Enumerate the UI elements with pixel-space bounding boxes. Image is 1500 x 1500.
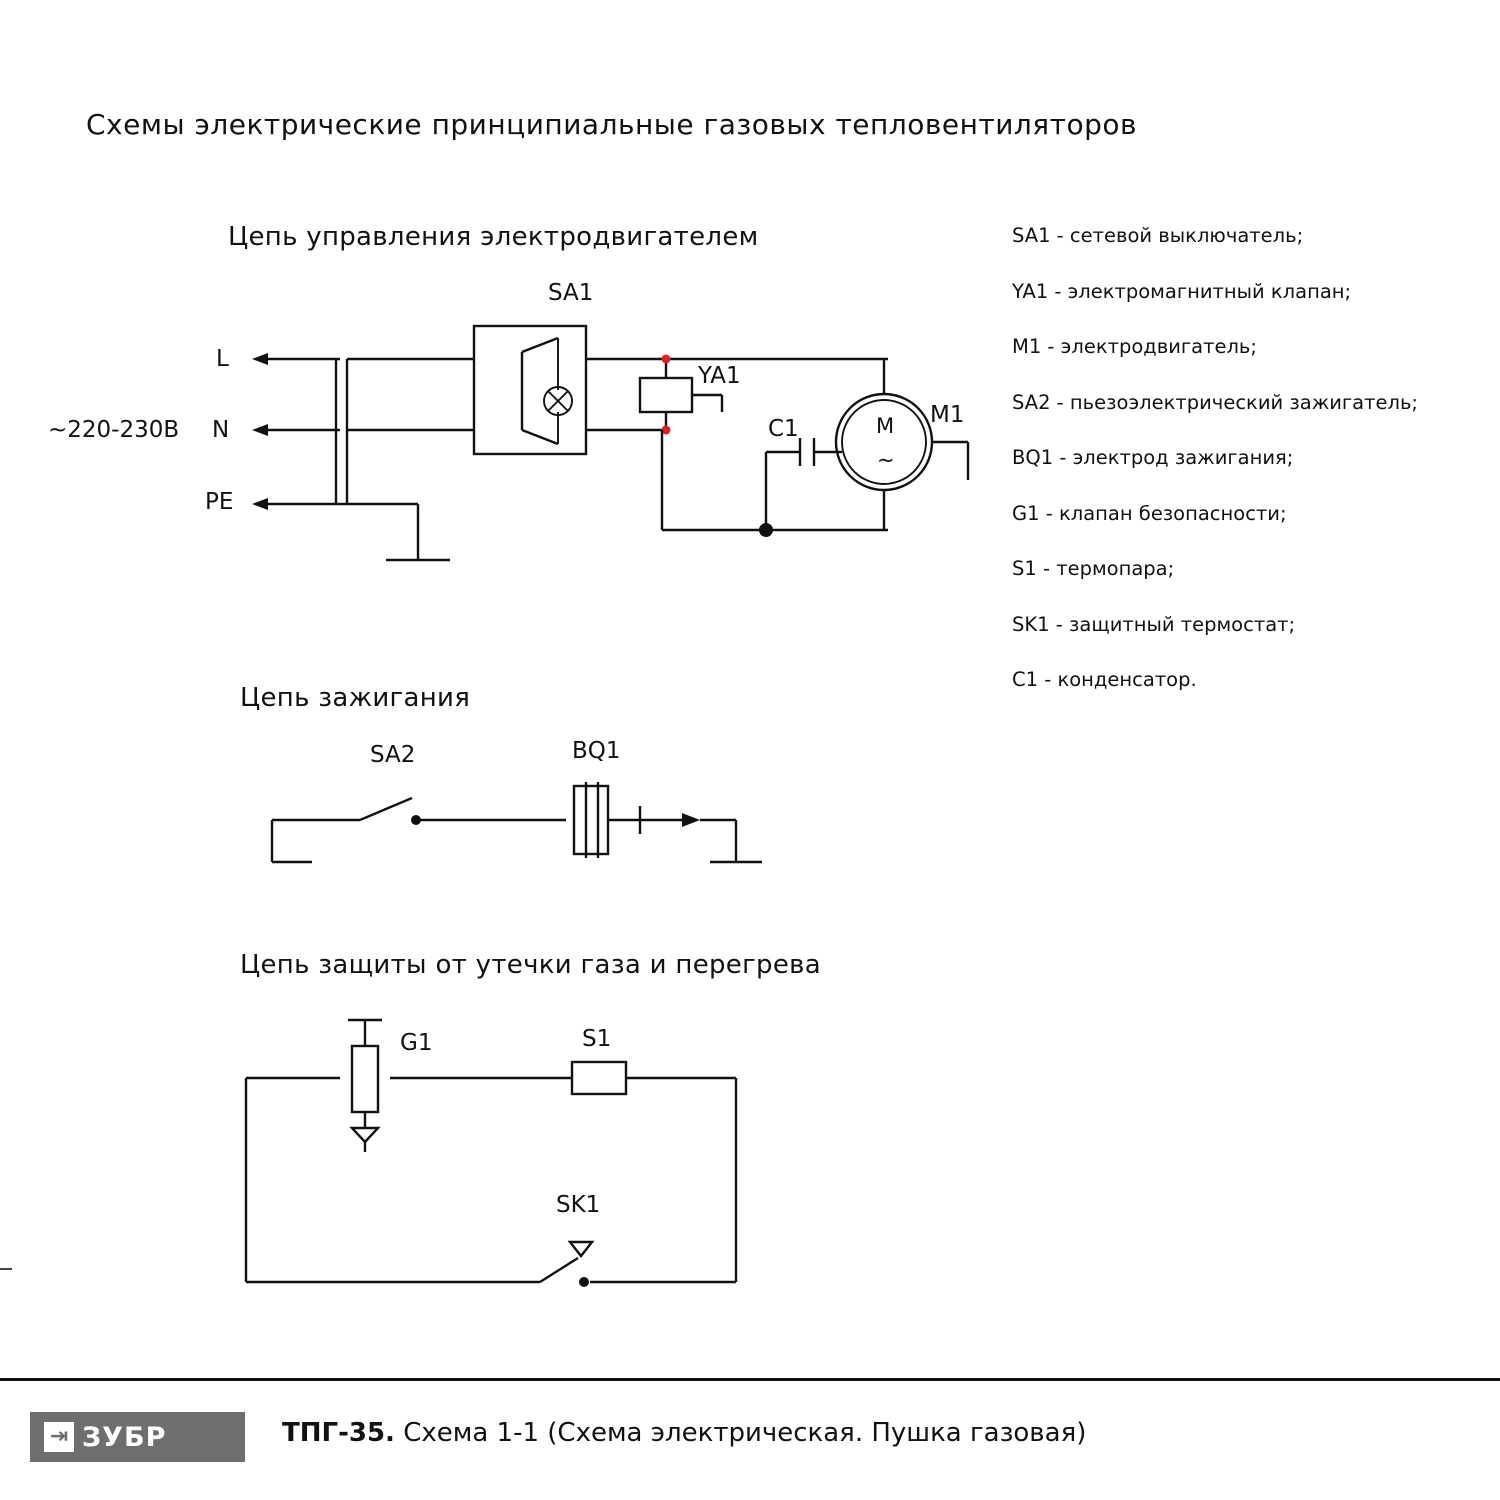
legend-item: M1 - электродвигатель; [1012, 335, 1257, 358]
earth-symbol-pe [386, 504, 450, 560]
brand-logo [30, 1412, 245, 1462]
terminal-label-l: L [216, 346, 229, 372]
terminal-label-pe: PE [205, 489, 234, 515]
component-label-bq1: BQ1 [572, 738, 621, 764]
legend-item: SA2 - пьезоэлектрический зажигатель; [1012, 390, 1419, 414]
legend-item: SA1 - сетевой выключатель; [1012, 224, 1304, 247]
terminal-label-n: N [212, 417, 230, 443]
footer-caption [282, 1418, 1086, 1448]
supply-voltage-label: ~220-230В [48, 417, 180, 443]
ignition-circuit-drawing [272, 782, 762, 862]
legend-item: C1 - конденсатор. [1012, 668, 1197, 691]
footer-divider [0, 1378, 1500, 1381]
component-label-c1: C1 [768, 416, 799, 442]
component-label-s1: S1 [582, 1026, 612, 1052]
crop-mark [0, 1268, 12, 1270]
legend-item: G1 - клапан безопасности; [1012, 501, 1287, 525]
logo-wordmark: ЗУБР [82, 1421, 167, 1453]
sa1-switch-symbol [522, 338, 572, 444]
supply-arrows [252, 353, 418, 510]
component-label-sk1: SK1 [556, 1192, 601, 1218]
c1-capacitor [759, 438, 836, 537]
legend-item: SK1 - защитный термостат; [1012, 612, 1296, 636]
component-label-m1: M1 [930, 402, 965, 428]
section-title-ignition: Цепь зажигания [240, 683, 471, 713]
motor-ac-symbol: ~ [877, 448, 895, 472]
footer-model: ТПГ-35. [282, 1418, 395, 1448]
component-label-g1: G1 [400, 1030, 433, 1056]
component-label-ya1: YA1 [698, 363, 741, 389]
component-label-sa1: SA1 [548, 280, 594, 306]
page-title: Схемы электрические принципиальные газовых тепловентиляторов [86, 108, 1137, 141]
legend-item: S1 - термопара; [1012, 557, 1175, 580]
legend-list [1012, 226, 1472, 726]
protection-circuit-drawing [246, 1020, 736, 1287]
footer-caption-text: Схема 1-1 (Схема электрическая. Пушка газовая) [403, 1418, 1087, 1448]
legend-item: BQ1 - электрод зажигания; [1012, 446, 1294, 469]
motor-symbol-letter: M [876, 414, 895, 438]
section-title-motor: Цепь управления электродвигателем [228, 222, 759, 252]
section-title-protection: Цепь защиты от утечки газа и перегрева [240, 950, 822, 980]
logo-arrow-icon: ⇥ [44, 1422, 74, 1452]
motor-symbol [836, 359, 968, 530]
component-label-sa2: SA2 [370, 742, 416, 768]
legend-item: YA1 - электромагнитный клапан; [1012, 279, 1352, 303]
